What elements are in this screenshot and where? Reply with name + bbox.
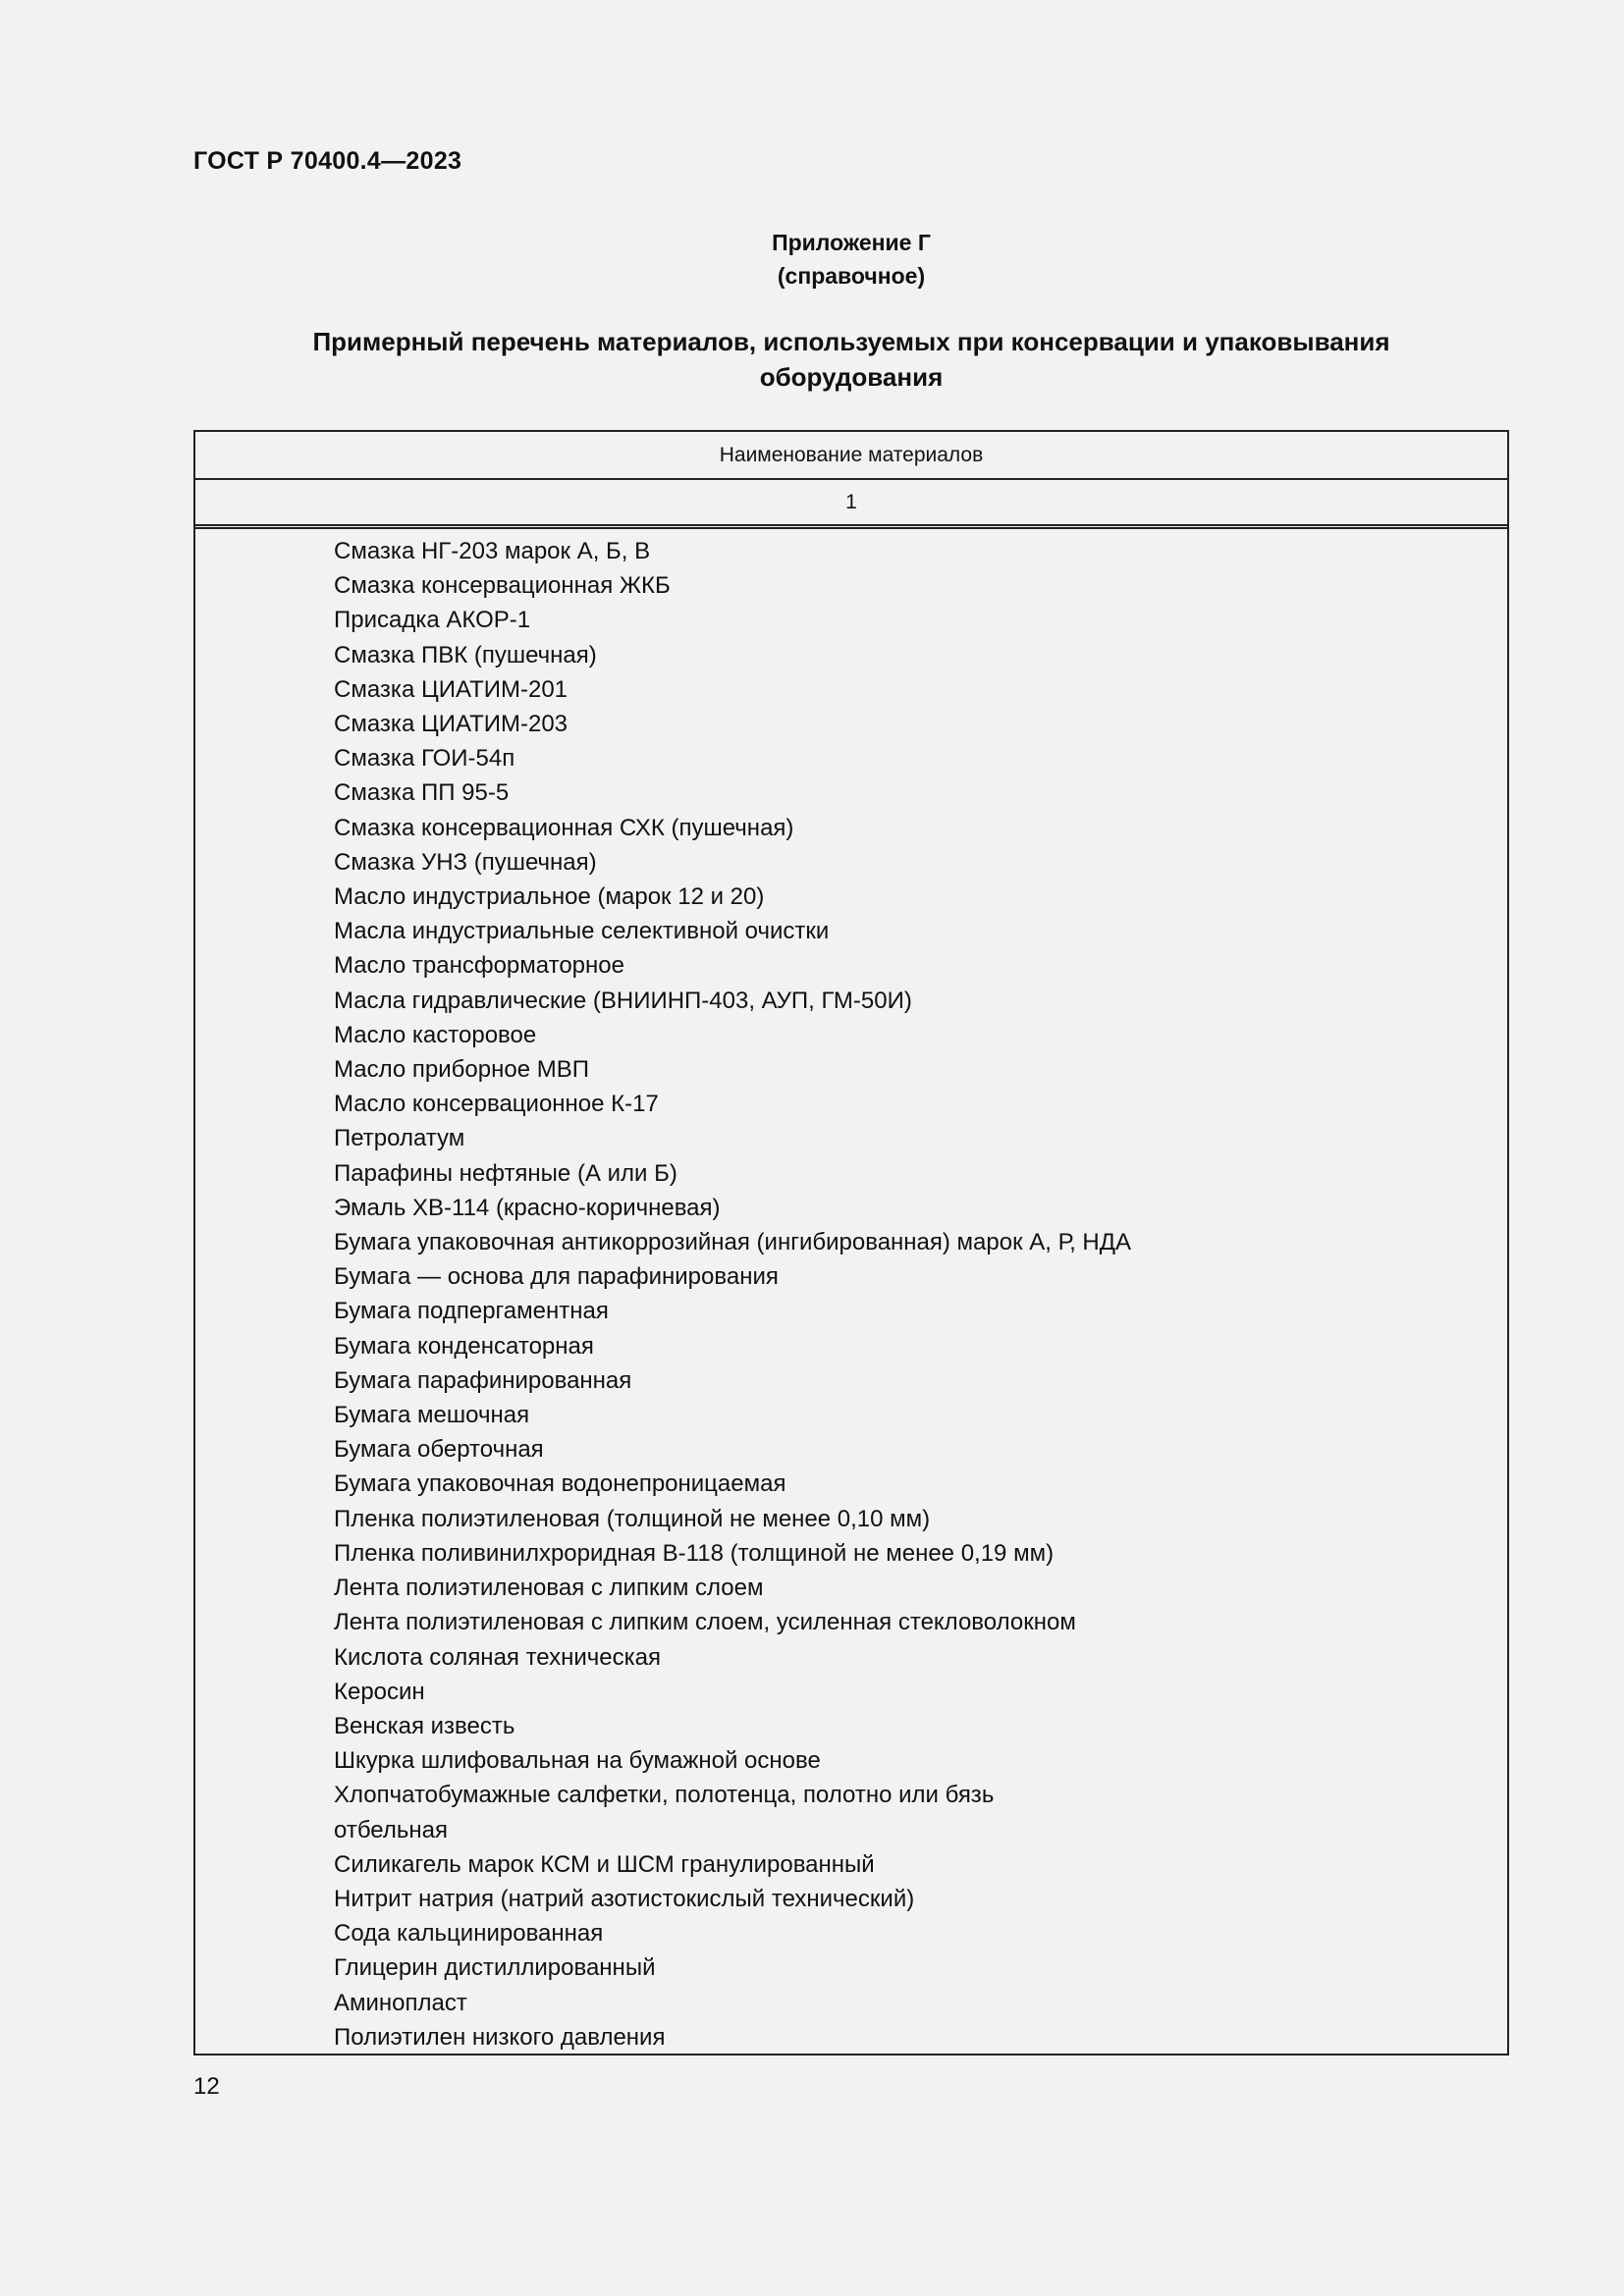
- table-row: Пленка поливинилхроридная В-118 (толщиной не менее 0,19 мм): [334, 1539, 1055, 1567]
- appendix-label: Приложение Г: [772, 230, 931, 255]
- table-row: Бумага упаковочная антикоррозийная (ингибированная) марок А, Р, НДА: [334, 1229, 1132, 1256]
- document-code: ГОСТ Р 70400.4—2023: [193, 147, 462, 175]
- table-row: Масла индустриальные селективной очистки: [334, 918, 830, 945]
- appendix-type: (справочное): [777, 263, 926, 289]
- table-row: Эмаль ХВ-114 (красно-коричневая): [334, 1194, 721, 1221]
- table-row: Присадка АКОР-1: [334, 607, 531, 634]
- page-title: [193, 324, 1509, 395]
- table-row: Смазка НГ-203 марок А, Б, В: [334, 538, 651, 564]
- table-row: Масло индустриальное (марок 12 и 20): [334, 883, 765, 911]
- table-row: Бумага упаковочная водонепроницаемая: [334, 1470, 786, 1498]
- table-column-header: Наименование материалов: [195, 432, 1507, 480]
- materials-table: [193, 430, 1509, 2056]
- table-row: Смазка консервационная ЖКБ: [334, 572, 671, 600]
- materials-list: [334, 534, 1463, 2055]
- table-row: Масло трансформаторное: [334, 952, 624, 980]
- table-row: Смазка ГОИ-54п: [334, 745, 515, 773]
- table-row: Пленка полиэтиленовая (толщиной не менее 0,10 мм): [334, 1505, 931, 1532]
- table-row: Бумага подпергаментная: [334, 1298, 609, 1325]
- page-number: 12: [193, 2073, 220, 2100]
- table-row: Бумага мешочная: [334, 1402, 530, 1429]
- table-column-number: 1: [195, 480, 1507, 529]
- table-row: Сода кальцинированная: [334, 1920, 604, 1948]
- table-row: Венская известь: [334, 1712, 515, 1739]
- table-row: Шкурка шлифовальная на бумажной основе: [334, 1747, 821, 1775]
- table-row: Бумага оберточная: [334, 1436, 544, 1464]
- table-row: Нитрит натрия (натрий азотистокислый технический): [334, 1885, 915, 1912]
- table-row: Смазка ПП 95-5: [334, 779, 510, 807]
- table-row: Смазка УНЗ (пушечная): [334, 848, 597, 876]
- table-row: Лента полиэтиленовая с липким слоем, усиленная стекловолокном: [334, 1609, 1076, 1636]
- table-row: Бумага — основа для парафинирования: [334, 1263, 779, 1291]
- table-row: Масла гидравлические (ВНИИНП-403, АУП, ГМ-50И): [334, 987, 912, 1014]
- table-row: Аминопласт: [334, 1989, 467, 2016]
- table-row: Силикагель марок КСМ и ШСМ гранулированный: [334, 1850, 875, 1878]
- page-title-line-2: оборудования: [759, 362, 944, 392]
- appendix-title: [0, 226, 1624, 293]
- table-row: Масло консервационное К-17: [334, 1091, 659, 1118]
- table-row: Бумага конденсаторная: [334, 1332, 594, 1360]
- table-row: Лента полиэтиленовая с липким слоем: [334, 1575, 764, 1602]
- table-row: Масло приборное МВП: [334, 1056, 589, 1084]
- page-title-line-1: Примерный перечень материалов, используемых при консервации и упаковывания: [312, 327, 1390, 356]
- table-row: Полиэтилен низкого давления: [334, 2023, 666, 2051]
- table-row: Бумага парафинированная: [334, 1366, 632, 1394]
- table-row: Хлопчатобумажные салфетки, полотенца, полотно или бязь отбельная: [334, 1782, 995, 1843]
- table-row: Смазка ЦИАТИМ-201: [334, 675, 568, 703]
- table-row: Смазка ЦИАТИМ-203: [334, 711, 568, 738]
- table-row: Смазка ПВК (пушечная): [334, 641, 597, 668]
- table-row: Глицерин дистиллированный: [334, 1954, 656, 1982]
- table-row: Масло касторовое: [334, 1021, 537, 1048]
- table-row: Смазка консервационная СХК (пушечная): [334, 814, 794, 841]
- table-row: Кислота соляная техническая: [334, 1643, 661, 1671]
- table-row: Петролатум: [334, 1125, 465, 1152]
- table-row: Парафины нефтяные (А или Б): [334, 1159, 677, 1187]
- table-row: Керосин: [334, 1678, 425, 1705]
